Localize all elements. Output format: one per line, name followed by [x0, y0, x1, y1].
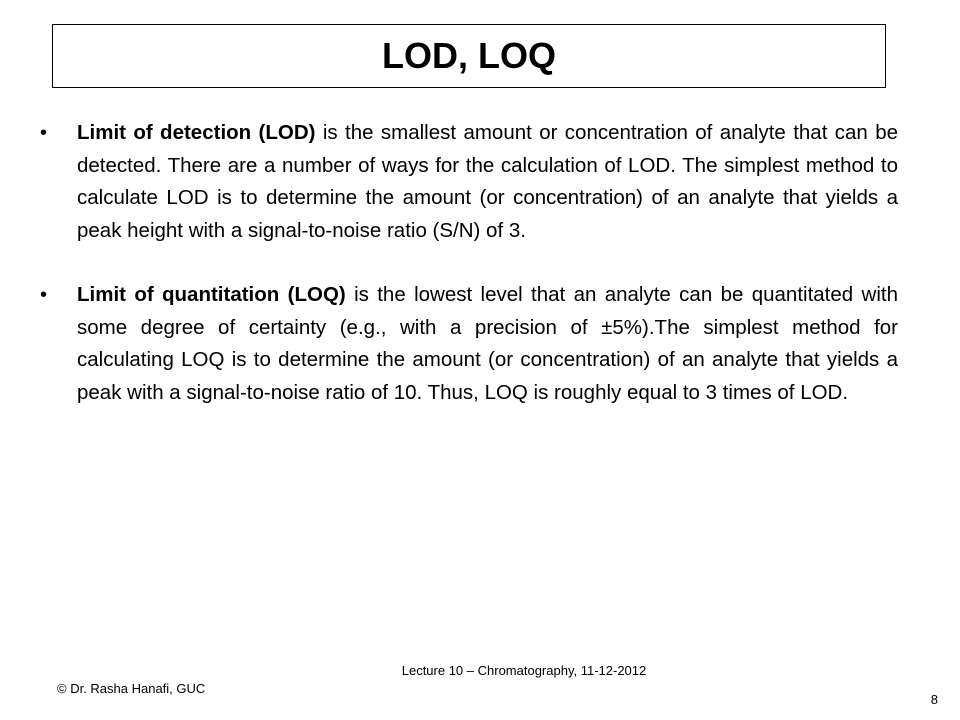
- slide-content: [40, 117, 898, 409]
- bullet-loq: [40, 279, 898, 409]
- bullet-marker: •: [40, 284, 48, 306]
- bullet-marker: •: [40, 122, 48, 144]
- page-number: 8: [930, 692, 938, 707]
- footer-copyright: © Dr. Rasha Hanafi, GUC: [57, 681, 206, 696]
- bullet-lod: [40, 117, 898, 247]
- bullet-text-lod: is the smallest amount or concentration of analyte that can be detected. There are a number of ways for the calculation of LOD. The simplest method to calculate LOD is to determine the amount (or concentration) of an analyte that yields a peak height with a signal-to-noise ratio (S/N) of 3.: [77, 121, 898, 242]
- footer-lecture-info: Lecture 10 – Chromatography, 11-12-2012: [401, 663, 647, 678]
- bullet-term-loq: Limit of quantitation (LOQ): [77, 283, 346, 306]
- bullet-text-loq: is the lowest level that an analyte can be quantitated with some degree of certainty (e.g., with a precision of ±5%).The simplest method for calculating LOQ is to determine the amount (or concentration) of an analyte that yields a peak with a signal-to-noise ratio of 10. Thus, LOQ is roughly equal to 3 times of LOD.: [77, 283, 898, 404]
- slide-title: LOD, LOQ: [382, 35, 556, 76]
- slide-title-box: [52, 24, 886, 88]
- bullet-term-lod: Limit of detection (LOD): [77, 121, 316, 144]
